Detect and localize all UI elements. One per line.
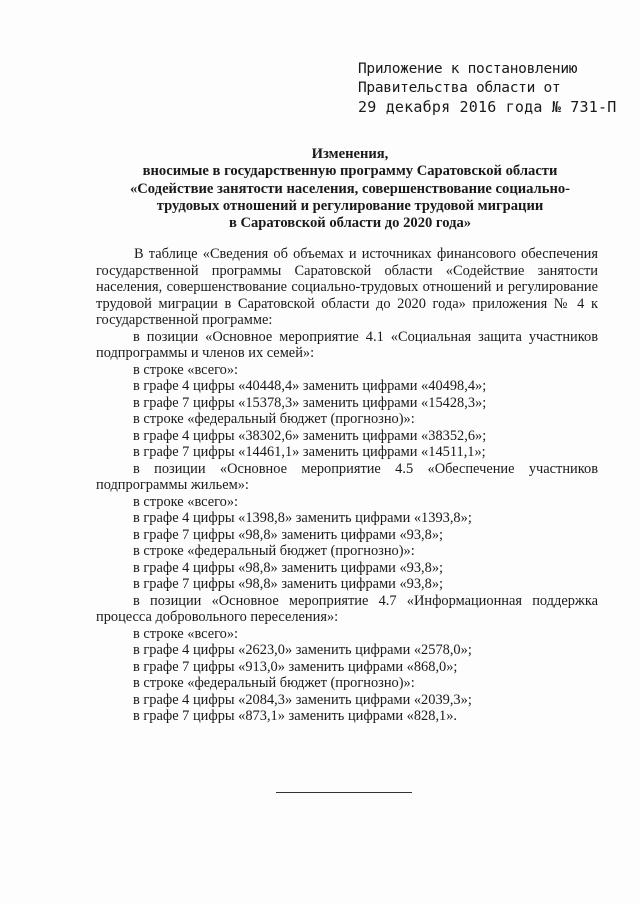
title-line: «Содействие занятости населения, совершенствование социально- [129, 180, 571, 197]
appendix-date-line: 29 декабря 2016 года № 731-П [358, 98, 617, 116]
amendment-line: в строке «федеральный бюджет (прогнозно)»: [133, 543, 415, 559]
amendment-line: в графе 7 цифры «913,0» заменить цифрами «868,0»; [133, 658, 458, 675]
amendment-line: в строке «всего»: [133, 625, 239, 642]
amendment-line: в графе 4 цифры «98,8» заменить цифрами «93,8»; [133, 559, 444, 576]
appendix-header [358, 60, 616, 117]
amendment-line: в графе 4 цифры «38302,6» заменить цифрами «38352,6»; [133, 427, 487, 444]
amendment-line: в графе 4 цифры «2084,3» заменить цифрами «2039,3»; [133, 691, 472, 708]
title-line: вносимые в государственную программу Саратовской области [142, 163, 558, 180]
amendment-line: в графе 7 цифры «873,1» заменить цифрами «828,1». [133, 708, 458, 724]
appendix-line: Правительства области от [358, 80, 561, 96]
amendment-line: в строке «федеральный бюджет (прогнозно)»: [133, 411, 415, 427]
amendment-line: в строке «федеральный бюджет (прогнозно)»: [133, 675, 415, 691]
amendment-line: в строке «всего»: [133, 361, 239, 378]
amendment-line: в графе 7 цифры «98,8» заменить цифрами «93,8»; [133, 526, 444, 543]
amendment-line: в графе 7 цифры «14461,1» заменить цифрами «14511,1»; [133, 444, 486, 460]
amendment-line: в графе 7 цифры «98,8» заменить цифрами «93,8»; [133, 576, 444, 592]
appendix-line: Приложение к постановлению [358, 61, 578, 77]
amendment-line: в графе 4 цифры «40448,4» заменить цифрами «40498,4»; [133, 378, 487, 394]
title-line: в Саратовской области до 2020 года» [228, 215, 472, 232]
title-line: Изменения, [311, 146, 389, 162]
amendment-line: в строке «всего»: [133, 493, 239, 510]
closing-divider [276, 792, 412, 793]
position-paragraph: в позиции «Основное мероприятие 4.7 «Информационная поддержка процесса добровольного переселения»: [96, 592, 598, 625]
amendment-line: в графе 7 цифры «15378,3» заменить цифрами «15428,3»; [133, 394, 487, 411]
position-paragraph: в позиции «Основное мероприятие 4.5 «Обеспечение участников подпрограммы жильем»: [96, 460, 598, 493]
amendment-line: в графе 4 цифры «1398,8» заменить цифрами «1393,8»; [133, 510, 472, 526]
title-line: трудовых отношений и регулирование трудовой миграции [156, 197, 544, 214]
document-body [96, 246, 598, 725]
position-paragraph: в позиции «Основное мероприятие 4.1 «Социальная защита участников подпрограммы и членов их семей»: [96, 328, 598, 361]
intro-paragraph: В таблице «Сведения об объемах и источниках финансового обеспечения государственной программы Саратовской области «Содействие занятости населения, совершенствование социально-трудовых отношений и регулирование трудовой миграции в Саратовской области до 2020 года» приложения № 4 к государственной программе: [96, 246, 598, 328]
document-title [100, 146, 600, 232]
amendment-line: в графе 4 цифры «2623,0» заменить цифрами «2578,0»; [133, 642, 472, 658]
